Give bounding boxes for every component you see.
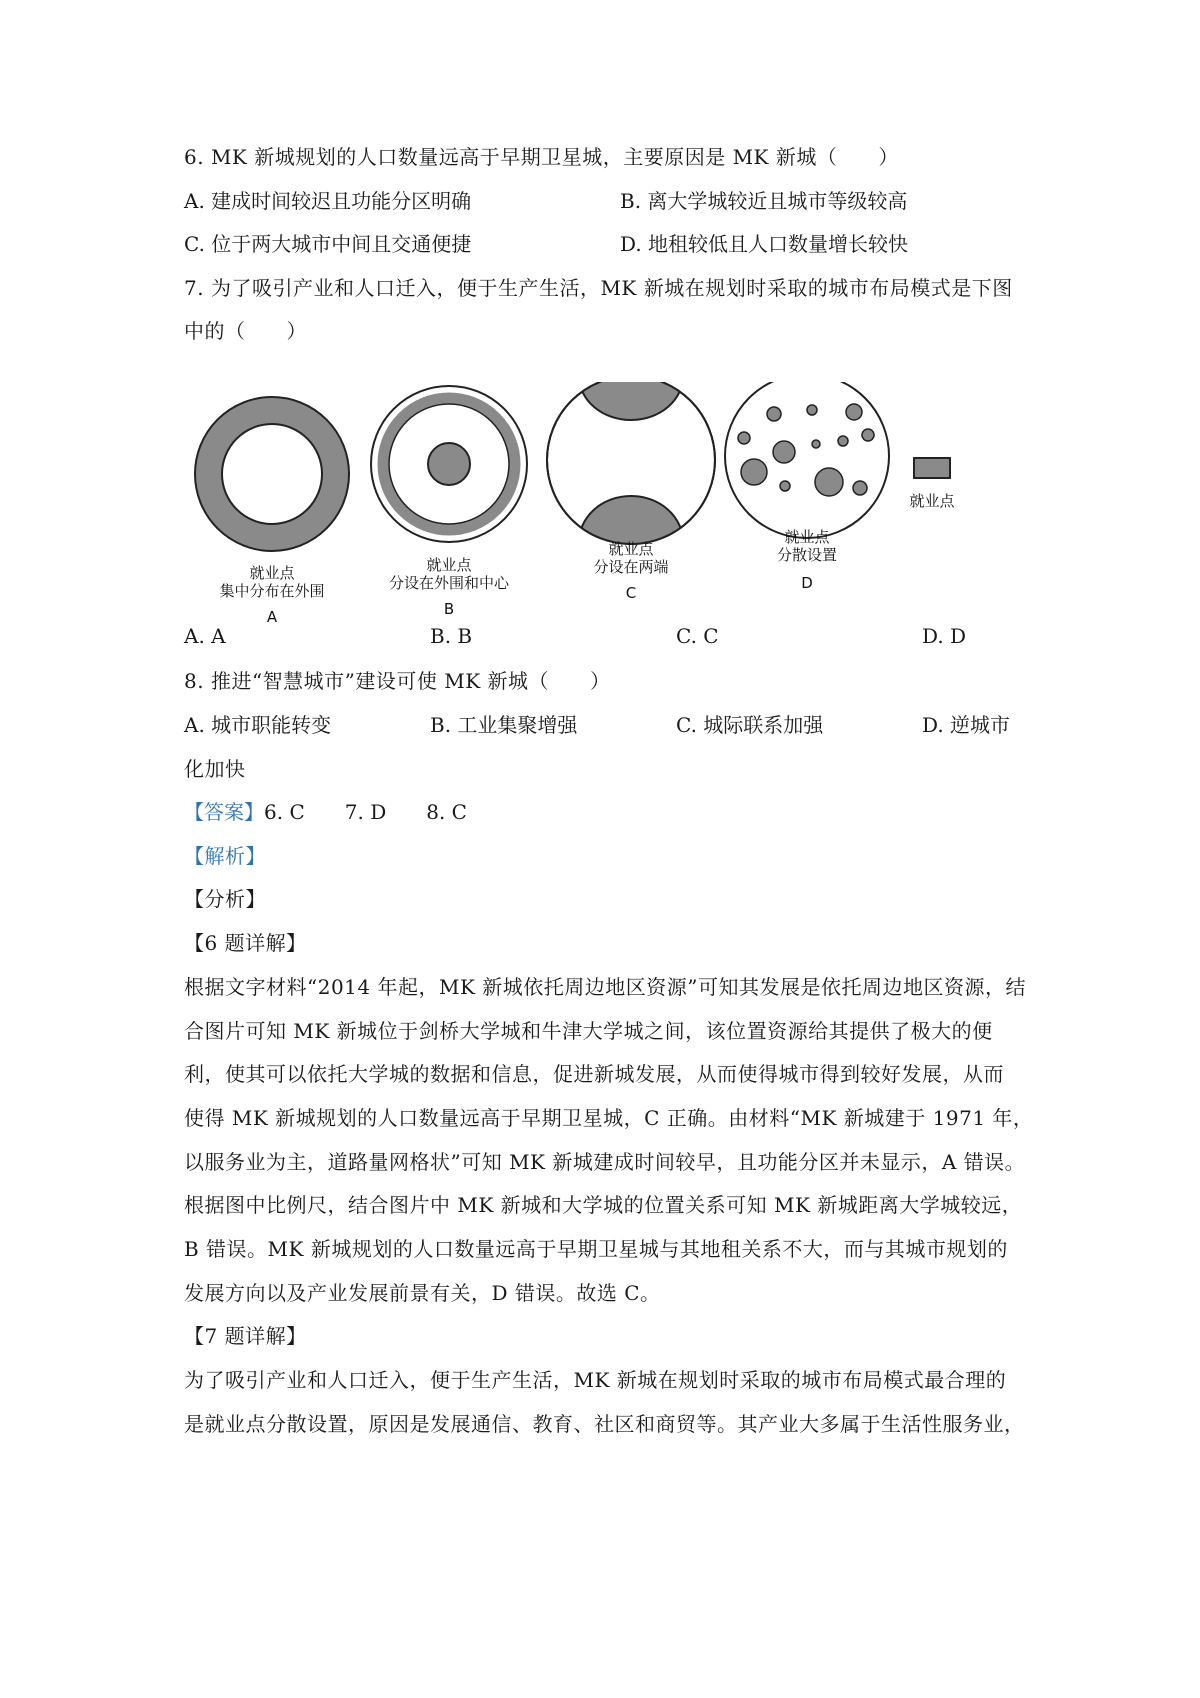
panel-d-node [853, 481, 867, 495]
panel-b [371, 386, 527, 618]
panel-d-caption-2: 分散设置 [776, 546, 838, 564]
panel-a-caption-2: 集中分布在外围 [219, 582, 325, 600]
question-6-option-c: C. 位于两大城市中间且交通便捷 [184, 232, 472, 256]
detail-6-line: 根据图中比例尺，结合图片中 MK 新城和大学城的位置关系可知 MK 新城距离大学城较远， [184, 1193, 1023, 1217]
detail-6-line: 根据文字材料“2014 年起，MK 新城依托周边地区资源”可知其发展是依托周边地区资源，结 [184, 975, 1026, 999]
panel-d-node [815, 468, 843, 496]
panel-a [195, 397, 349, 626]
panel-b-caption-1: 就业点 [426, 556, 472, 574]
answer-6: 6. C [264, 800, 305, 824]
panel-d-node [846, 404, 862, 420]
question-8-option-c: C. 城际联系加强 [676, 713, 824, 737]
panel-a-letter: A [266, 608, 278, 626]
panel-b-center-node [428, 443, 470, 485]
detail-7-heading: 【7 题详解】 [184, 1324, 307, 1348]
panel-d-node [780, 481, 790, 491]
question-8-stem: 8. 推进“智慧城市”建设可使 MK 新城（ ） [184, 669, 611, 693]
panel-c-caption-1: 就业点 [608, 540, 654, 558]
detail-7-line: 是就业点分散设置，原因是发展通信、教育、社区和商贸等。其产业大多属于生活性服务业， [184, 1412, 1025, 1436]
fenxi-label: 【分析】 [184, 887, 266, 911]
panel-b-letter: B [443, 600, 455, 618]
detail-6-line: 利，使其可以依托大学城的数据和信息，促进新城发展，从而使得城市得到较好发展，从而 [184, 1062, 1004, 1086]
detail-7-line: 为了吸引产业和人口迁入，便于生产生活，MK 新城在规划时采取的城市布局模式最合理的 [184, 1368, 1007, 1392]
detail-6-line: 以服务业为主，道路量网格状”可知 MK 新城建成时间较早，且功能分区并未显示，A 错误。 [184, 1150, 1026, 1174]
panel-a-inner-void [222, 424, 322, 524]
city-layout-figure [184, 382, 1054, 672]
answer-row [184, 800, 467, 824]
legend-swatch [914, 458, 950, 478]
question-6-option-a: A. 建成时间较迟且功能分区明确 [184, 189, 472, 213]
panel-c-letter: C [625, 584, 637, 602]
question-6-option-d: D. 地租较低且人口数量增长较快 [620, 232, 909, 256]
answer-label: 【答案】 [184, 800, 264, 824]
question-7-option-d: D. D [922, 624, 967, 648]
question-6-option-b: B. 离大学城较近且城市等级较高 [620, 189, 908, 213]
panel-d-node [738, 432, 750, 444]
question-6-stem: 6. MK 新城规划的人口数量远高于早期卫星城，主要原因是 MK 新城（ ） [184, 145, 899, 169]
analysis-label: 【解析】 [184, 844, 266, 868]
panel-d-node [807, 405, 817, 415]
panel-d-node [862, 429, 874, 441]
detail-6-line: 合图片可知 MK 新城位于剑桥大学城和牛津大学城之间，该位置资源给其提供了极大的便 [184, 1019, 993, 1043]
panel-c-caption-2: 分设在两端 [593, 558, 669, 576]
panel-d-node [773, 441, 795, 463]
panel-c [547, 382, 715, 602]
panel-d [725, 382, 889, 592]
question-8-option-a: A. 城市职能转变 [184, 713, 332, 737]
answer-8: 8. C [426, 800, 467, 824]
legend-label: 就业点 [909, 492, 955, 510]
question-7-option-c: C. C [676, 624, 719, 648]
detail-6-line: 发展方向以及产业发展前景有关，D 错误。故选 C。 [184, 1281, 661, 1305]
panel-b-caption-2: 分设在外围和中心 [388, 574, 510, 592]
question-7-stem-line1: 7. 为了吸引产业和人口迁入，便于生产生活，MK 新城在规划时采取的城市布局模式是下图 [184, 276, 1013, 300]
city-layout-diagram [184, 382, 1054, 672]
panel-d-letter: D [801, 574, 813, 592]
panel-d-node [767, 407, 781, 421]
question-8-option-b: B. 工业集聚增强 [430, 713, 578, 737]
legend [909, 458, 955, 510]
panel-d-node [838, 436, 848, 446]
question-7-option-a: A. A [184, 624, 226, 648]
panel-d-node [741, 459, 767, 485]
panel-d-node [812, 440, 820, 448]
answer-7: 7. D [344, 800, 387, 824]
question-8-option-d: D. 逆城市 [922, 713, 1011, 737]
question-7-stem-line2: 中的（ ） [184, 319, 307, 343]
panel-a-caption-1: 就业点 [249, 564, 295, 582]
question-7-option-b: B. B [430, 624, 473, 648]
question-8-option-d-continued: 化加快 [184, 757, 246, 781]
detail-6-heading: 【6 题详解】 [184, 931, 307, 955]
panel-d-caption-1: 就业点 [784, 528, 830, 546]
detail-6-line: B 错误。MK 新城规划的人口数量远高于早期卫星城与其地租关系不大，而与其城市规划的 [184, 1237, 1008, 1261]
detail-6-line: 使得 MK 新城规划的人口数量远高于早期卫星城，C 正确。由材料“MK 新城建于 1971 年， [184, 1106, 1034, 1130]
